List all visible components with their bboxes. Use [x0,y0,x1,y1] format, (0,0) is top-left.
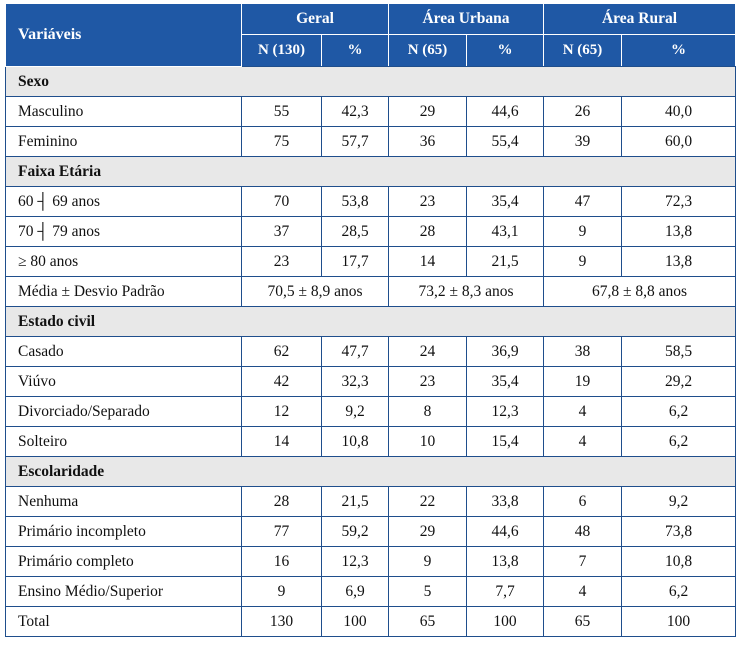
table-cell: 75 [242,127,322,157]
table-cell: 6 [544,487,622,517]
table-cell: 29 [389,517,467,547]
table-cell: 28 [389,217,467,247]
table-cell: 9,2 [322,397,389,427]
table-cell: 33,8 [467,487,544,517]
table-cell: 13,8 [622,247,736,277]
table-cell: 70,5 ± 8,9 anos [242,277,389,307]
table-cell: 36,9 [467,337,544,367]
header-group-urbana: Área Urbana [389,4,544,35]
table-cell: 38 [544,337,622,367]
table-cell: 28 [242,487,322,517]
row-label: Feminino [6,127,242,157]
table-cell: 6,9 [322,577,389,607]
row-label: Ensino Médio/Superior [6,577,242,607]
table-cell: 23 [389,187,467,217]
table-cell: 47 [544,187,622,217]
table-cell: 57,7 [322,127,389,157]
table-cell: 65 [389,607,467,637]
table-cell: 43,1 [467,217,544,247]
table-cell: 32,3 [322,367,389,397]
header-group-rural: Área Rural [544,4,736,35]
table-cell: 65 [544,607,622,637]
header-subcol: N (65) [544,35,622,67]
table-cell: 4 [544,427,622,457]
data-table [5,3,736,637]
header-group-geral: Geral [242,4,389,35]
table-cell: 100 [322,607,389,637]
table-cell: 7 [544,547,622,577]
table-cell: 23 [242,247,322,277]
table-cell: 72,3 [622,187,736,217]
table-header [6,4,736,67]
header-subcol: N (130) [242,35,322,67]
section-label: Sexo [6,67,736,97]
table-cell: 12 [242,397,322,427]
table-cell: 130 [242,607,322,637]
header-subcol: N (65) [389,35,467,67]
table-row [6,487,736,517]
table-cell: 55,4 [467,127,544,157]
table-cell: 36 [389,127,467,157]
header-subcol: % [622,35,736,67]
table-cell: 23 [389,367,467,397]
table-cell: 42 [242,367,322,397]
row-label: Total [6,607,242,637]
table-body [6,67,736,637]
header-subcol: % [467,35,544,67]
table-cell: 6,2 [622,577,736,607]
table-cell: 22 [389,487,467,517]
table-cell: 29 [389,97,467,127]
row-label: Masculino [6,97,242,127]
table-cell: 53,8 [322,187,389,217]
table-cell: 6,2 [622,397,736,427]
section-label: Estado civil [6,307,736,337]
row-label: Divorciado/Separado [6,397,242,427]
table-cell: 100 [467,607,544,637]
row-label: ≥ 80 anos [6,247,242,277]
table-cell: 8 [389,397,467,427]
table-cell: 13,8 [467,547,544,577]
table-row [6,577,736,607]
header-variaveis: Variáveis [6,4,242,67]
table-cell: 12,3 [467,397,544,427]
row-label: Solteiro [6,427,242,457]
table-cell: 13,8 [622,217,736,247]
table-cell: 21,5 [322,487,389,517]
table-cell: 4 [544,397,622,427]
table-cell: 9 [544,217,622,247]
table-cell: 29,2 [622,367,736,397]
table-cell: 9 [389,547,467,577]
table-row [6,97,736,127]
table-cell: 12,3 [322,547,389,577]
row-label: Viúvo [6,367,242,397]
table-cell: 10,8 [622,547,736,577]
table-cell: 17,7 [322,247,389,277]
table-cell: 59,2 [322,517,389,547]
table-row [6,397,736,427]
row-label: Primário completo [6,547,242,577]
table-cell: 5 [389,577,467,607]
table-cell: 73,2 ± 8,3 anos [389,277,544,307]
table-cell: 9 [242,577,322,607]
table-row [6,337,736,367]
row-label: Média ± Desvio Padrão [6,277,242,307]
table-cell: 14 [389,247,467,277]
table-cell: 37 [242,217,322,247]
table-row [6,127,736,157]
table-cell: 39 [544,127,622,157]
table-cell: 58,5 [622,337,736,367]
table-cell: 67,8 ± 8,8 anos [544,277,736,307]
table-cell: 4 [544,577,622,607]
table-cell: 9,2 [622,487,736,517]
table-cell: 44,6 [467,97,544,127]
table-cell: 48 [544,517,622,547]
table-row [6,427,736,457]
table-row [6,517,736,547]
table-row [6,547,736,577]
summary-row [6,277,736,307]
table-cell: 35,4 [467,367,544,397]
table-cell: 35,4 [467,187,544,217]
table-cell: 62 [242,337,322,367]
table-cell: 47,7 [322,337,389,367]
table-cell: 15,4 [467,427,544,457]
table-cell: 26 [544,97,622,127]
row-label: 70 ┤ 79 anos [6,217,242,247]
table-cell: 21,5 [467,247,544,277]
table-cell: 42,3 [322,97,389,127]
table-cell: 73,8 [622,517,736,547]
table-cell: 40,0 [622,97,736,127]
row-label: Nenhuma [6,487,242,517]
table-row [6,607,736,637]
table-cell: 14 [242,427,322,457]
table-cell: 60,0 [622,127,736,157]
table-cell: 55 [242,97,322,127]
table-cell: 44,6 [467,517,544,547]
table-cell: 10 [389,427,467,457]
table-cell: 10,8 [322,427,389,457]
table-cell: 100 [622,607,736,637]
table-cell: 16 [242,547,322,577]
table-cell: 9 [544,247,622,277]
table-cell: 7,7 [467,577,544,607]
section-row [6,457,736,487]
table-row [6,247,736,277]
table-row [6,187,736,217]
table-cell: 19 [544,367,622,397]
row-label: Primário incompleto [6,517,242,547]
table-row [6,367,736,397]
table-cell: 24 [389,337,467,367]
section-row [6,157,736,187]
row-label: Casado [6,337,242,367]
header-subcol: % [322,35,389,67]
table-cell: 70 [242,187,322,217]
section-label: Faixa Etária [6,157,736,187]
row-label: 60 ┤ 69 anos [6,187,242,217]
table-cell: 28,5 [322,217,389,247]
section-label: Escolaridade [6,457,736,487]
section-row [6,67,736,97]
table-cell: 77 [242,517,322,547]
table-row [6,217,736,247]
table-cell: 6,2 [622,427,736,457]
section-row [6,307,736,337]
